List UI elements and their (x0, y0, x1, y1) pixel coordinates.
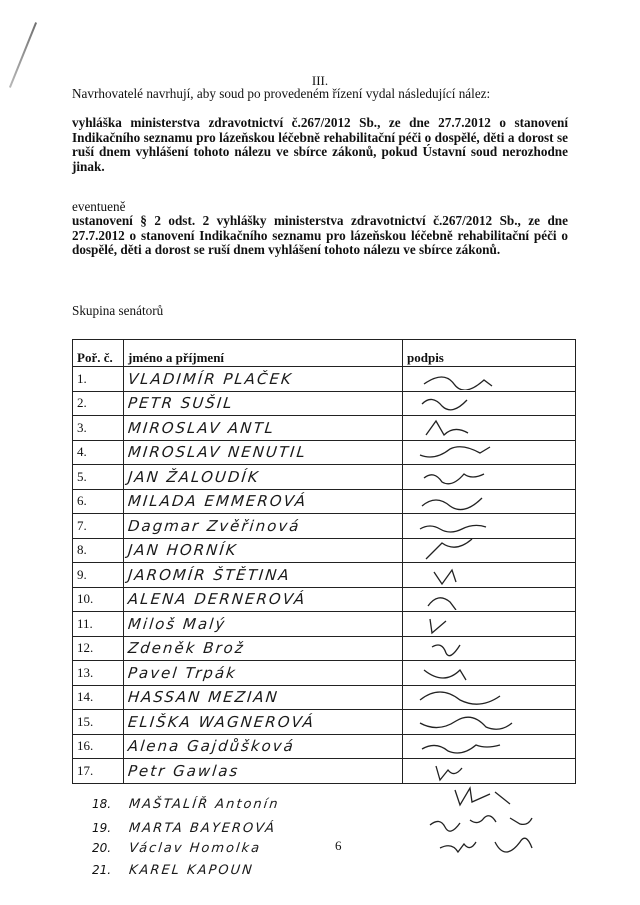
extra-signatory-row (92, 840, 261, 856)
handwritten-name: JAN ŽALOUDÍK (127, 467, 261, 486)
handwritten-name: Miloš Malý (127, 614, 228, 633)
handwritten-name: MIROSLAV NENUTIL (127, 443, 308, 462)
row-number: 11. (73, 612, 124, 637)
handwritten-name: Dagmar Zvěřinová (127, 516, 302, 535)
handwritten-signature (407, 637, 571, 659)
row-number: 1. (73, 367, 124, 392)
extra-number: 18. (92, 797, 112, 811)
row-signature-cell (403, 587, 576, 612)
section-heading: III. (311, 73, 329, 88)
row-number: 8. (73, 538, 124, 563)
row-number: 4. (73, 440, 124, 465)
row-number: 9. (73, 563, 124, 588)
senator-group-label: Skupina senátorů (72, 303, 164, 318)
signature-table (72, 339, 576, 784)
header-number: Poř. č. (73, 340, 124, 367)
row-signature-cell (403, 661, 576, 686)
header-signature: podpis (403, 340, 576, 367)
row-number: 13. (73, 661, 124, 686)
row-name-cell (124, 685, 403, 710)
handwritten-signature (407, 417, 571, 439)
row-name-cell (124, 734, 403, 759)
table-row (73, 489, 576, 514)
row-name-cell (124, 612, 403, 637)
row-number: 14. (73, 685, 124, 710)
row-number: 17. (73, 759, 124, 784)
row-signature-cell (403, 367, 576, 392)
handwritten-name: MIROSLAV ANTL (127, 418, 276, 437)
proposal-paragraph-alternative: ustanovení § 2 odst. 2 vyhlášky ministerstva zdravotnictví č.267/2012 Sb., ze dne 27.7.2012 o stanovení Indikačního seznamu pro lázeňskou léčebně rehabilitační péči o dospělé, děti a dorost se ruší dnem vyhlášení tohoto nálezu ve sbírce zákonů. (72, 213, 568, 258)
handwritten-signature (407, 515, 571, 537)
row-signature-cell (403, 734, 576, 759)
row-name-cell (124, 489, 403, 514)
row-signature-cell (403, 612, 576, 637)
row-name-cell (124, 563, 403, 588)
row-signature-cell (403, 710, 576, 735)
row-name-cell (124, 514, 403, 539)
handwritten-signature (407, 564, 571, 586)
extra-signatures-scribbles (400, 780, 590, 890)
handwritten-signature (407, 662, 571, 684)
row-signature-cell (403, 514, 576, 539)
table-row (73, 685, 576, 710)
row-signature-cell (403, 489, 576, 514)
extra-number: 21. (92, 863, 112, 877)
handwritten-signature (407, 466, 571, 488)
row-number: 12. (73, 636, 124, 661)
handwritten-signature (407, 539, 571, 561)
row-name-cell (124, 465, 403, 490)
row-number: 16. (73, 734, 124, 759)
table-row (73, 710, 576, 735)
handwritten-name: JAN HORNÍK (127, 541, 239, 560)
row-name-cell (124, 759, 403, 784)
handwritten-name: Petr Gawlas (127, 761, 241, 780)
page-number: 6 (335, 838, 342, 853)
row-name-cell (124, 710, 403, 735)
row-name-cell (124, 416, 403, 441)
row-name-cell (124, 587, 403, 612)
row-name-cell (124, 538, 403, 563)
row-name-cell (124, 391, 403, 416)
extra-number: 19. (92, 821, 112, 835)
table-row (73, 563, 576, 588)
intro-text: Navrhovatelé navrhují, aby soud po provedeném řízení vydal následující nález: (72, 86, 491, 101)
handwritten-signature (407, 686, 571, 708)
row-number: 10. (73, 587, 124, 612)
handwritten-name: PETR SUŠIL (127, 394, 235, 413)
row-signature-cell (403, 416, 576, 441)
extra-signatory-row (92, 820, 276, 836)
handwritten-name: VLADIMÍR PLAČEK (127, 369, 294, 388)
table-header-row (73, 340, 576, 367)
extra-name: KAREL KAPOUN (128, 863, 255, 878)
row-signature-cell (403, 538, 576, 563)
handwritten-name: Alena Gajdůšková (127, 737, 296, 756)
handwritten-name: HASSAN MEZIAN (127, 688, 280, 707)
handwritten-name: Pavel Trpák (127, 663, 238, 682)
handwritten-name: Zdeněk Brož (127, 639, 246, 658)
row-signature-cell (403, 440, 576, 465)
row-name-cell (124, 440, 403, 465)
row-name-cell (124, 636, 403, 661)
table-row (73, 440, 576, 465)
handwritten-signature (407, 368, 571, 390)
handwritten-name: JAROMÍR ŠTĚTINA (127, 565, 292, 584)
row-number: 7. (73, 514, 124, 539)
table-row (73, 734, 576, 759)
extra-name: Václav Homolka (128, 841, 263, 856)
table-row (73, 416, 576, 441)
proposal-paragraph-main: vyhláška ministerstva zdravotnictví č.267/2012 Sb., ze dne 27.7.2012 o stanovení Indikačního seznamu pro lázeňskou léčebně rehabilitační péči o dospělé, děti a dorost se ruší dnem vyhlášení tohoto nálezu ve sbírce zákonů, pokud Ústavní soud nerozhodne jinak. (72, 115, 568, 174)
handwritten-name: MILADA EMMEROVÁ (127, 492, 309, 511)
row-name-cell (124, 367, 403, 392)
handwritten-signature (407, 490, 571, 512)
table-row (73, 514, 576, 539)
alternative-label: eventueně (72, 199, 126, 214)
row-signature-cell (403, 563, 576, 588)
table-row (73, 367, 576, 392)
handwritten-signature (407, 613, 571, 635)
table-row (73, 612, 576, 637)
handwritten-signature (407, 588, 571, 610)
table-row (73, 391, 576, 416)
row-signature-cell (403, 636, 576, 661)
extra-signatory-row (92, 862, 254, 878)
handwritten-name: ALENA DERNEROVÁ (127, 590, 308, 609)
extra-number: 20. (92, 841, 112, 855)
row-number: 3. (73, 416, 124, 441)
handwritten-signature (407, 392, 571, 414)
header-name: jméno a příjmení (124, 340, 403, 367)
extra-name: MARTA BAYEROVÁ (128, 821, 278, 836)
handwritten-signature (407, 441, 571, 463)
handwritten-signature (407, 760, 571, 782)
row-number: 2. (73, 391, 124, 416)
table-row (73, 465, 576, 490)
row-number: 5. (73, 465, 124, 490)
table-row (73, 661, 576, 686)
handwritten-signature (407, 711, 571, 733)
extra-name: MAŠTALÍŘ Antonín (128, 797, 281, 812)
extra-signatory-row (92, 796, 280, 812)
handwritten-name: ELIŠKA WAGNEROVÁ (127, 712, 316, 731)
table-row (73, 538, 576, 563)
row-number: 6. (73, 489, 124, 514)
handwritten-signature (407, 735, 571, 757)
row-signature-cell (403, 685, 576, 710)
table-row (73, 636, 576, 661)
row-signature-cell (403, 391, 576, 416)
row-signature-cell (403, 465, 576, 490)
row-number: 15. (73, 710, 124, 735)
row-name-cell (124, 661, 403, 686)
table-row (73, 587, 576, 612)
